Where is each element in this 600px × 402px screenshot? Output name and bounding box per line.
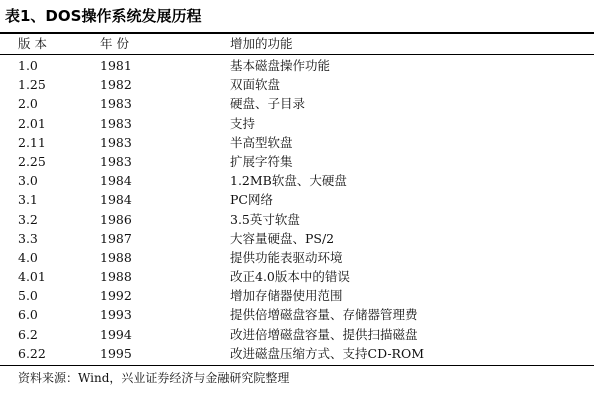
cell-version: 5.0: [18, 288, 38, 304]
table-header: [0, 34, 594, 54]
cell-year: 1984: [100, 192, 132, 208]
cell-features: 提供倍增磁盘容量、存储器管理费: [230, 307, 418, 323]
cell-version: 2.01: [18, 115, 46, 131]
header-version: 版 本: [18, 36, 47, 51]
cell-year: 1984: [100, 173, 132, 189]
table-row: [0, 325, 594, 344]
cell-year: 1988: [100, 269, 132, 285]
cell-year: 1994: [100, 326, 132, 342]
cell-year: 1983: [100, 134, 132, 150]
cell-year: 1992: [100, 288, 132, 304]
cell-version: 3.2: [18, 211, 38, 227]
table-title: 表1、DOS操作系统发展历程: [5, 7, 202, 25]
cell-year: 1986: [100, 211, 132, 227]
cell-features: 大容量硬盘、PS/2: [230, 230, 335, 246]
cell-version: 2.0: [18, 96, 38, 112]
source-note: 资料来源：Wind，兴业证券经济与金融研究院整理: [18, 371, 290, 385]
cell-year: 1983: [100, 153, 132, 169]
cell-version: 3.3: [18, 230, 38, 246]
cell-features: 扩展字符集: [230, 153, 293, 169]
table-row: [0, 305, 594, 324]
cell-features: 改正4.0版本中的错误: [230, 269, 350, 285]
table-row: [0, 171, 594, 190]
table-row: [0, 94, 594, 113]
cell-version: 4.01: [18, 269, 46, 285]
cell-year: 1993: [100, 307, 132, 323]
table-row: [0, 114, 594, 133]
table-row: [0, 229, 594, 248]
cell-features: 双面软盘: [230, 77, 281, 93]
cell-version: 3.0: [18, 173, 38, 189]
cell-year: 1988: [100, 249, 132, 265]
cell-features: 增加存储器使用范围: [230, 288, 343, 304]
cell-features: 3.5英寸软盘: [230, 211, 300, 227]
cell-features: 硬盘、子目录: [230, 96, 306, 112]
cell-features: PC网络: [230, 192, 273, 208]
cell-features: 基本磁盘操作功能: [230, 58, 331, 73]
table-row: [0, 133, 594, 152]
table-row: [0, 210, 594, 229]
table-bottom-rule: [0, 365, 594, 366]
cell-features: 提供功能表驱动环境: [230, 249, 343, 265]
cell-features: 1.2MB软盘、大硬盘: [230, 173, 347, 189]
cell-version: 1.0: [18, 58, 38, 73]
table-row: [0, 152, 594, 171]
cell-features: 半高型软盘: [230, 134, 293, 150]
cell-year: 1981: [100, 58, 132, 73]
table-row: [0, 75, 594, 94]
cell-version: 4.0: [18, 249, 38, 265]
cell-year: 1983: [100, 96, 132, 112]
cell-year: 1995: [100, 345, 132, 361]
table-row: [0, 56, 594, 75]
cell-features: 支持: [230, 115, 256, 131]
table-row: [0, 267, 594, 286]
cell-version: 1.25: [18, 77, 46, 93]
table-row: [0, 248, 594, 267]
cell-features: 改进倍增磁盘容量、提供扫描磁盘: [230, 326, 418, 342]
cell-year: 1983: [100, 115, 132, 131]
cell-version: 6.22: [18, 345, 46, 361]
header-features: 增加的功能: [230, 36, 293, 51]
table-row: [0, 344, 594, 363]
cell-year: 1987: [100, 230, 132, 246]
header-year: 年 份: [100, 36, 129, 51]
table-header-rule: [0, 54, 594, 55]
cell-version: 3.1: [18, 192, 38, 208]
cell-version: 6.2: [18, 326, 38, 342]
table-body: [0, 56, 594, 363]
cell-version: 2.11: [18, 134, 46, 150]
cell-year: 1982: [100, 77, 132, 93]
cell-version: 2.25: [18, 153, 46, 169]
table-row: [0, 286, 594, 305]
table-row: [0, 190, 594, 209]
cell-version: 6.0: [18, 307, 38, 323]
cell-features: 改进磁盘压缩方式、支持CD-ROM: [230, 345, 425, 361]
